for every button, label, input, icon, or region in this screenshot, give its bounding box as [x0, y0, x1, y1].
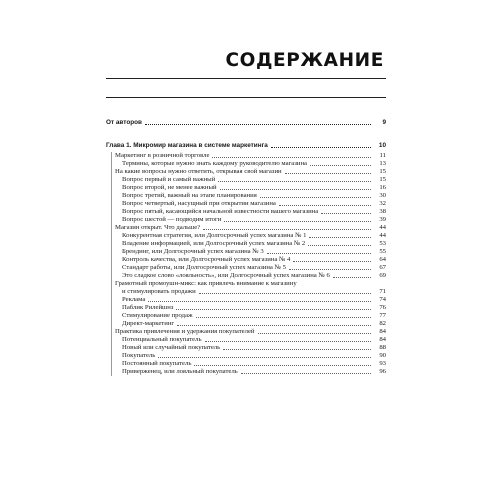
toc-entry-authors[interactable]	[106, 119, 386, 127]
toc-entry[interactable]	[112, 336, 386, 344]
toc-entry[interactable]	[112, 256, 386, 264]
entry-title: Брендинг, или Долгосрочный успех магазина № 3	[122, 247, 264, 255]
toc-entry[interactable]	[112, 272, 386, 280]
toc-entry[interactable]	[112, 368, 386, 376]
entry-title: Контроль качества, или Долгосрочный успех магазина № 4	[122, 255, 291, 263]
page-number: 44	[379, 223, 386, 231]
dot-leader	[223, 349, 371, 350]
page-number: 15	[379, 175, 386, 183]
toc-entry[interactable]	[112, 264, 386, 272]
dot-leader	[309, 237, 371, 238]
toc-entry-chapter-1[interactable]	[106, 142, 386, 150]
entry-title: Вопрос третий, важный на этапе планирования	[122, 191, 257, 199]
spacer	[106, 127, 386, 135]
dot-leader	[220, 189, 371, 190]
toc-entry[interactable]	[112, 328, 386, 336]
dot-leader	[258, 333, 372, 334]
toc-entry[interactable]	[112, 232, 386, 240]
page-number: 90	[379, 351, 386, 359]
entry-title: Это сладкое слово «лояльность», или Долгосрочный успех магазина № 6	[122, 271, 330, 279]
toc-entry[interactable]	[112, 224, 386, 232]
dot-leader	[145, 124, 371, 125]
page-number: 84	[379, 335, 386, 343]
page-number: 82	[379, 319, 386, 327]
dot-leader	[158, 357, 371, 358]
entry-title: Потенциальный покупатель	[122, 335, 202, 343]
page-number: 69	[379, 271, 386, 279]
page-number: 67	[379, 263, 386, 271]
toc-entry[interactable]	[112, 160, 386, 168]
toc-entry[interactable]	[112, 200, 386, 208]
entry-title: Покупатель	[122, 351, 156, 359]
toc-entry[interactable]	[112, 352, 386, 360]
page-number: 77	[379, 311, 386, 319]
toc-entry[interactable]	[112, 312, 386, 320]
dot-leader	[310, 165, 371, 166]
page-number: 32	[379, 199, 386, 207]
dot-leader	[260, 197, 371, 198]
page-number: 96	[379, 367, 386, 375]
entry-title: Вопрос второй, не менее важный	[122, 183, 217, 191]
toc-entry[interactable]	[112, 176, 386, 184]
page-number: 11	[379, 151, 386, 159]
dot-leader	[271, 147, 371, 148]
dot-leader	[285, 173, 371, 174]
page-number: 30	[379, 191, 386, 199]
entry-title: Термины, которые нужно знать каждому руководителю магазина	[122, 159, 308, 167]
toc-entry[interactable]	[112, 344, 386, 352]
entry-title: Вопрос первый и самый важный	[122, 175, 216, 183]
entry-title: Конкурентная стратегия, или Долгосрочный успех магазина № 1	[122, 231, 307, 239]
toc-section-4	[111, 280, 386, 328]
dot-leader	[241, 373, 371, 374]
toc-entry-title-line[interactable]	[112, 280, 386, 288]
page-number: 71	[379, 287, 386, 295]
entry-title: От авторов	[106, 119, 142, 126]
spacer	[106, 135, 386, 142]
dot-leader	[177, 325, 371, 326]
page-number: 53	[379, 239, 386, 247]
page-number: 74	[379, 295, 386, 303]
dot-leader	[148, 301, 371, 302]
toc-entry[interactable]	[112, 304, 386, 312]
entry-title: Вопрос четвертый, насущный при открытии магазина	[122, 199, 276, 207]
entry-title: Стандарт работы, или Долгосрочный успех магазина № 5	[122, 263, 286, 271]
toc-entry[interactable]	[112, 168, 386, 176]
page-number: 64	[379, 255, 386, 263]
dot-leader	[267, 253, 371, 254]
entry-title: Приверженец, или лояльный покупатель	[122, 367, 238, 375]
page-number: 39	[379, 215, 386, 223]
dot-leader	[205, 341, 371, 342]
table-of-contents	[106, 119, 386, 376]
dot-leader	[279, 205, 371, 206]
dot-leader	[218, 181, 371, 182]
dot-leader	[199, 293, 371, 294]
toc-entry[interactable]	[112, 216, 386, 224]
entry-title: Постоянный покупатель	[122, 359, 192, 367]
toc-entry[interactable]	[112, 296, 386, 304]
entry-title: и стимулировать продажи	[122, 287, 196, 295]
heading-rule-top	[106, 78, 386, 79]
toc-entry[interactable]	[112, 288, 386, 296]
entry-title: Директ-маркетинг	[122, 319, 175, 327]
entry-title: Новый или случайный покупатель	[122, 343, 221, 351]
entry-title: Грамотный промоушн-микс: как привлечь внимание к магазину	[115, 279, 297, 287]
entry-title: Глава 1. Микромир магазина в системе маркетинга	[106, 142, 268, 149]
page-number: 55	[379, 247, 386, 255]
dot-leader	[308, 245, 371, 246]
dot-leader	[333, 277, 371, 278]
toc-section-1	[111, 152, 386, 168]
toc-section-5	[111, 328, 386, 376]
toc-entry[interactable]	[112, 240, 386, 248]
entry-title: Стимулирование продаж	[122, 311, 193, 319]
dot-leader	[321, 213, 371, 214]
page-number: 9	[382, 119, 386, 126]
entry-title: Практика привлечения и удержания покупателей	[115, 327, 255, 335]
dot-leader	[224, 221, 371, 222]
dot-leader	[176, 309, 371, 310]
page-number: 76	[379, 303, 386, 311]
toc-entry[interactable]	[112, 320, 386, 328]
dot-leader	[203, 229, 371, 230]
page-number: 16	[379, 183, 386, 191]
toc-section-3	[111, 224, 386, 280]
entry-title: Вопрос пятый, касающийся начальной известности вашего магазина	[122, 207, 319, 215]
entry-title: Магазин открыт. Что дальше?	[115, 223, 201, 231]
entry-title: На какие вопросы нужно ответить, открывая свой магазин	[115, 167, 282, 175]
page-number: 15	[379, 167, 386, 175]
page-number: 13	[379, 159, 386, 167]
entry-title: Владение информацией, или Долгосрочный успех магазина № 2	[122, 239, 306, 247]
entry-title: Паблик Рилейшнз	[122, 303, 174, 311]
dot-leader	[212, 157, 371, 158]
page-number: 10	[378, 142, 386, 149]
page-title: СОДЕРЖАНИЕ	[225, 50, 384, 71]
dot-leader	[293, 261, 371, 262]
toc-entry[interactable]	[112, 192, 386, 200]
page-number: 88	[379, 343, 386, 351]
page-number: 84	[379, 327, 386, 335]
entry-title: Вопрос шестой — подводим итоги	[122, 215, 222, 223]
dot-leader	[196, 317, 371, 318]
heading-rule-bottom	[106, 97, 386, 98]
dot-leader	[289, 269, 371, 270]
toc-entry[interactable]	[112, 360, 386, 368]
page-number: 38	[379, 207, 386, 215]
toc-entry[interactable]	[112, 248, 386, 256]
dot-leader	[194, 365, 371, 366]
page-number: 44	[379, 231, 386, 239]
toc-entry[interactable]	[112, 152, 386, 160]
entry-title: Маркетинг в розничной торговле	[115, 151, 210, 159]
toc-entry[interactable]	[112, 208, 386, 216]
entry-title: Реклама	[122, 295, 146, 303]
toc-entry[interactable]	[112, 184, 386, 192]
page-number: 93	[379, 359, 386, 367]
toc-section-2	[111, 168, 386, 224]
